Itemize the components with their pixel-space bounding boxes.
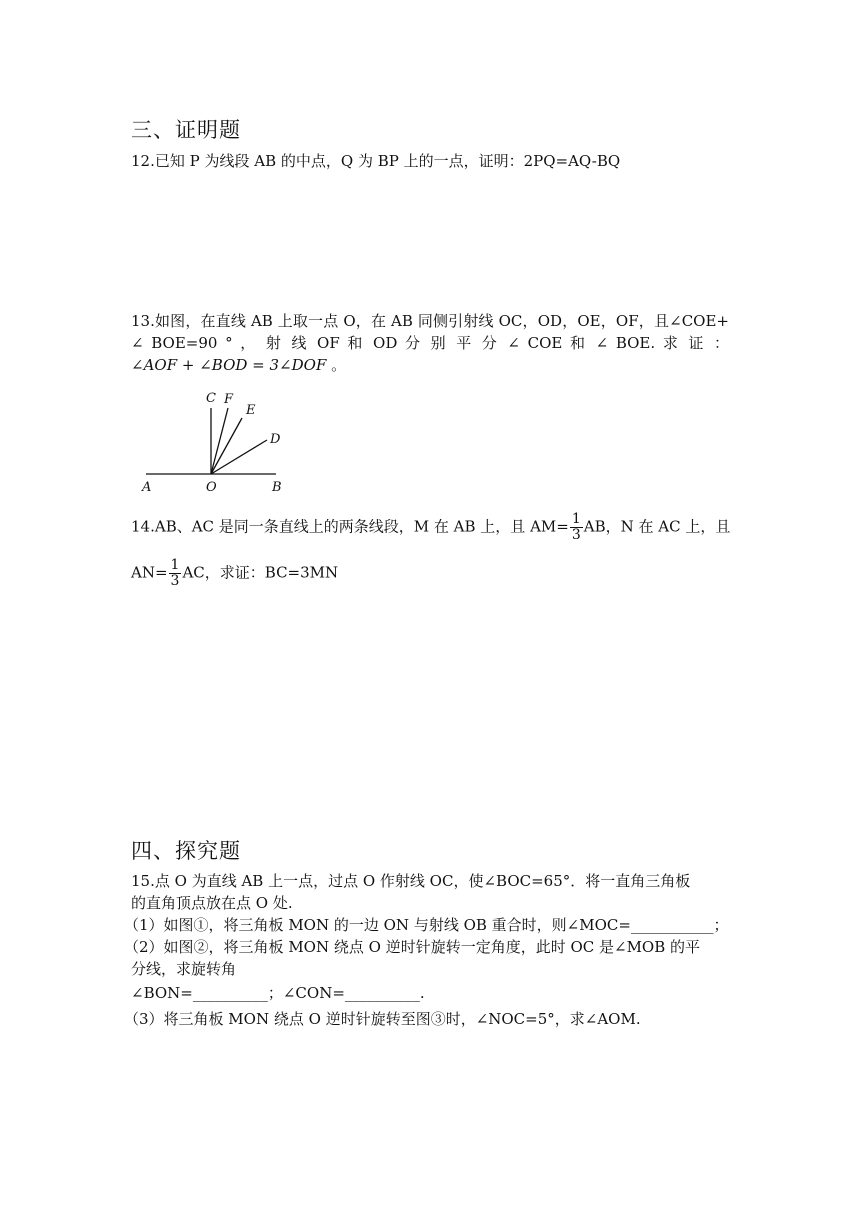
- question-12: 12.已知 P 为线段 AB 的中点，Q 为 BP 上的一点，证明：2PQ=AQ-BQ: [131, 152, 621, 170]
- section-heading-proof: 三、证明题: [131, 118, 241, 142]
- question-15-line1: 15.点 O 为直线 AB 上一点，过点 O 作射线 OC，使∠BOC=65°．将一直角三角板: [131, 872, 691, 890]
- question-15-part2-blanks: ∠BON=__________；∠CON=__________.: [131, 984, 425, 1002]
- fraction-one-third-2: $\frac{1}{3}$: [170, 557, 180, 589]
- question-14-text-d: AC，求证：BC=3MN: [182, 563, 339, 582]
- ray-of: [211, 408, 228, 474]
- ray-od: [211, 440, 267, 474]
- question-14-text-b: AB，N 在 AC 上，且: [583, 517, 731, 536]
- question-15-part2: （2）如图②，将三角板 MON 绕点 O 逆时针旋转一定角度，此时 OC 是∠MOB 的平: [124, 938, 701, 956]
- section-heading-explore: 四、探究题: [131, 839, 241, 863]
- label-c: C: [206, 391, 216, 406]
- question-14-line1: [131, 512, 730, 543]
- question-13-end: 。: [331, 356, 347, 374]
- question-15-part3: （3）将三角板 MON 绕点 O 逆时针旋转至图③时，∠NOC=5°，求∠AOM.: [124, 1010, 641, 1028]
- question-14-line2: [131, 558, 338, 589]
- question-14-text-c: AN=: [131, 563, 168, 582]
- question-14-text-a: 14.AB、AC 是同一条直线上的两条线段，M 在 AB 上，且 AM=: [131, 517, 569, 536]
- label-b: B: [272, 480, 282, 495]
- question-13-formula: ∠AOF + ∠BOD = 3∠DOF: [131, 356, 327, 374]
- ray-oe: [211, 418, 242, 474]
- label-a: A: [142, 480, 152, 495]
- label-d: D: [270, 432, 281, 447]
- question-13-line3: [131, 354, 346, 376]
- label-f: F: [224, 392, 234, 407]
- question-13-line1: 13.如图，在直线 AB 上取一点 O，在 AB 同侧引射线 OC，OD，OE，OF，且∠COE+: [131, 312, 729, 330]
- question-15-part2-cont: 分线，求旋转角: [131, 960, 237, 978]
- label-o: O: [206, 480, 217, 495]
- question-13-line2: ∠ BOE=90 ° ， 射 线 OF 和 OD 分 别 平 分 ∠ COE 和 ∠ BOE. 求 证 ：: [131, 334, 729, 352]
- question-15-line2: 的直角顶点放在点 O 处.: [131, 894, 293, 912]
- angle-figure: [136, 388, 296, 496]
- label-e: E: [246, 403, 256, 418]
- question-15-part1: （1）如图①，将三角板 MON 的一边 ON 与射线 OB 重合时，则∠MOC=___________；: [124, 916, 729, 934]
- fraction-one-third: $\frac{1}{3}$: [571, 511, 581, 543]
